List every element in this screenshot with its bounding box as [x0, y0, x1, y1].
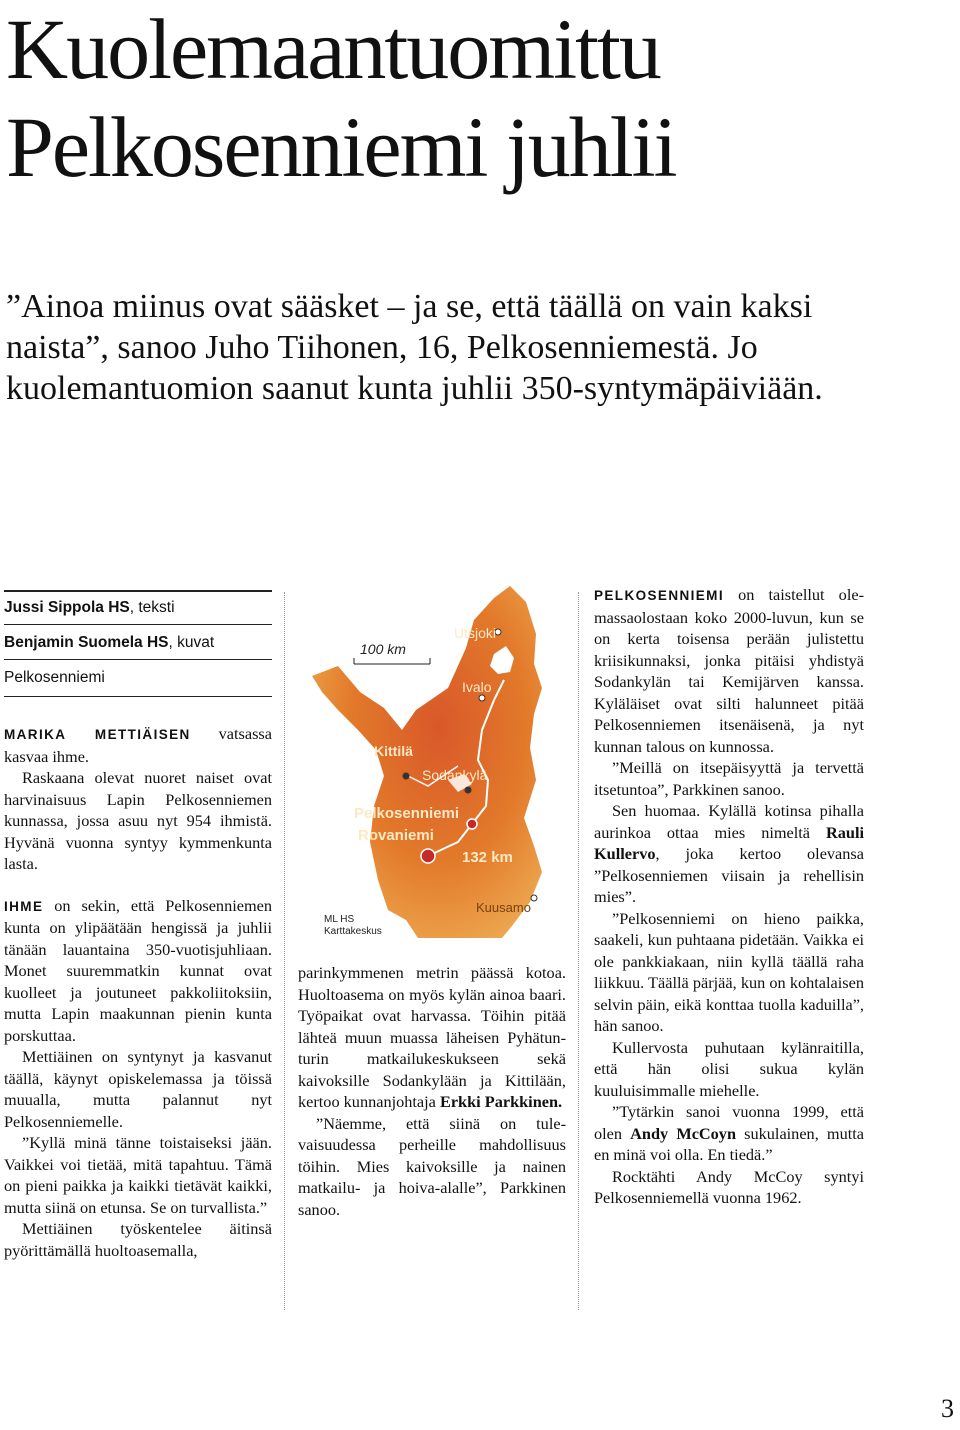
lapland-map [298, 580, 566, 940]
paragraph-text: , joka kertoo olevansa ”Pelkosenniemen viisain ja rehellisin mies”. [594, 844, 864, 906]
photographer-role: , kuvat [168, 634, 215, 651]
writer-name: Jussi Sippola HS [4, 599, 130, 616]
pelkosenniemi-marker [467, 819, 477, 829]
paragraph [594, 584, 864, 757]
paragraph [298, 962, 566, 1113]
lead-in-caps: MARIKA METTIÄISEN [4, 727, 191, 742]
paragraph-text: on sekin, että Pelkosenniemen kunta on ylipäätään hengissä ja juhlii tänään lauantaina 350-vuotisjuhliaan. Monet suuremmatkin kunnat ovat kuolleet ja joutuneet pakkoliitoksiin, mutta Lapin maakunnan pienin kunta porskuttaa. [4, 895, 272, 1045]
paragraph [4, 895, 272, 1047]
paragraph: Kullervosta puhutaan kylänraitilla, että hän olisi sukua kylän kuuluisimmalle miehelle. [594, 1037, 864, 1100]
label-kittila: Kittilä [374, 743, 413, 759]
paragraph: ”Pelkosenniemi on hieno paikka, saakeli, kun puhtaana pidetään. Vaikka ei ole pankkiakaan, niin kyllä täällä raha liikkuu. Täällä pärjää, kun on kohtalaisen selvin päin, eikä konttaa tuolla kaduilla”, hän sanoo. [594, 908, 864, 1035]
paragraph-text: parinkymmenen metrin päässä kotoa. Huoltoasema on myös kylän ainoa baari. Työpaikat ovat harvassa. Töihin pitää lähteä muun muassa läheisen Pyhätunturin matkailukeskukseen sekä kaivoksille Sodankylään ja Kittilään, kertoo kunnanjohtaja [298, 963, 566, 1111]
paragraph-text: vatsassa kasvaa ihme. [4, 724, 272, 766]
article-column-2 [298, 580, 566, 1220]
paragraph: Raskaana olevat nuoret naiset ovat harvinaisuus Lapin Pelkosenniemen kunnassa, jossa asuu nyt 954 ihmistä. Hyvänä vuonna syntyy kymmenkunta lasta. [4, 768, 272, 873]
paragraph [594, 1101, 864, 1166]
paragraph-text: on taistellut olemassaolostaan koko 2000-luvun, kun se on kerta toisensa perään julistettu kriisikunnaksi, jonka pitäisi yhdistyä Sodankylän tai Kemijärven kanssa. Kyläläiset ovat silti halunneet pitää Pelkosenniemen itsenäisenä, ja nyt kunnan talous on kunnossa. [594, 585, 864, 756]
ivalo-marker [479, 695, 485, 701]
person-name: Rauli Kullervo [594, 822, 864, 863]
column-divider [578, 592, 579, 1310]
headline-line-1: Kuolemaantuomittu [6, 1, 660, 97]
paragraph-text: ”Tytärkin sanoi vuonna 1999, että olen [594, 1102, 864, 1143]
article-body [298, 962, 566, 1220]
dateline: Pelkosenniemi [4, 660, 272, 697]
label-kuusamo: Kuusamo [476, 900, 531, 915]
paragraph: Mettiäinen on syntynyt ja kasvanut täällä, käynyt opiskelemassa ja töissä muualla, mutta palannut nyt Pelkosenniemelle. [4, 1047, 272, 1131]
label-sodankyla: Sodankylä [422, 767, 488, 783]
rovaniemi-marker [421, 849, 435, 863]
kittila-marker [403, 773, 410, 780]
byline-block [4, 590, 272, 697]
map-source-line-2: Karttakeskus [324, 926, 382, 937]
label-distance: 132 km [462, 849, 513, 866]
column-divider [284, 592, 285, 1310]
headline-line-2: Pelkosenniemi juhlii [6, 99, 676, 195]
photographer-credit [4, 625, 272, 660]
sodankyla-marker [465, 787, 472, 794]
label-ivalo: Ivalo [462, 679, 492, 695]
label-utsjoki: Utsjoki [454, 625, 497, 641]
article-body [4, 723, 272, 1261]
scale-label: 100 km [360, 641, 406, 657]
article-column-3 [594, 584, 864, 1209]
kuusamo-marker [531, 895, 537, 901]
map-graphic [298, 580, 566, 940]
headline [6, 0, 946, 196]
writer-credit [4, 590, 272, 625]
lead-in-caps: PELKOSENNIEMI [594, 588, 724, 603]
page-number: 3 [941, 1394, 954, 1423]
photographer-name: Benjamin Suomela HS [4, 634, 169, 651]
label-pelkosenniemi: Pelkosenniemi [354, 805, 460, 822]
article-column-1 [4, 590, 272, 1261]
person-name: Erkki Parkkinen. [439, 1092, 563, 1111]
paragraph [594, 800, 864, 908]
writer-role: , teksti [129, 599, 175, 616]
paragraph: ”Näemme, että siinä on tulevaisuudessa perheille mahdollisuus töihin. Mies kaivoksille ja nainen matkailu- ja hoiva-alalle”, Parkkinen sanoo. [298, 1113, 566, 1219]
label-rovaniemi: Rovaniemi [358, 827, 434, 844]
paragraph: ”Kyllä minä tänne toistaiseksi jään. Vaikkei voi tietää, mitä tapahtuu. Tämä on pieni paikka ja kaikki tietävät kaikki, mutta siinä on etunsa. Se on turvallista.” [4, 1133, 272, 1217]
person-name: Andy McCoyn [630, 1123, 737, 1143]
lead-paragraph: ”Ainoa miinus ovat sääsket – ja se, että täällä on vain kaksi naista”, sanoo Juho Tiihonen, 16, Pelkosenniemestä. Jo kuolemantuomion saanut kunta juhlii 350-syntymäpäiviään. [6, 288, 823, 407]
paragraph-text: sukulainen, mutta en minä voi olla. En tiedä.” [594, 1123, 864, 1164]
lapland-landmass [312, 586, 542, 938]
map-source-line-1: ML HS [324, 914, 355, 925]
paragraph: ”Meillä on itsepäisyyttä ja tervettä itsetuntoa”, Parkkinen sanoo. [594, 758, 864, 799]
paragraph: Mettiäinen työskentelee äitinsä pyörittämällä huoltoasemalla, [4, 1219, 272, 1260]
lead-in-caps: IHME [4, 898, 44, 914]
paragraph-text: Sen huomaa. Kylällä kotinsa pihalla aurinkoa ottaa mies nimeltä [594, 801, 864, 842]
article-body [594, 584, 864, 1209]
paragraph: Rocktähti Andy McCoy syntyi Pelkosenniemellä vuonna 1962. [594, 1166, 864, 1207]
paragraph [4, 723, 272, 767]
